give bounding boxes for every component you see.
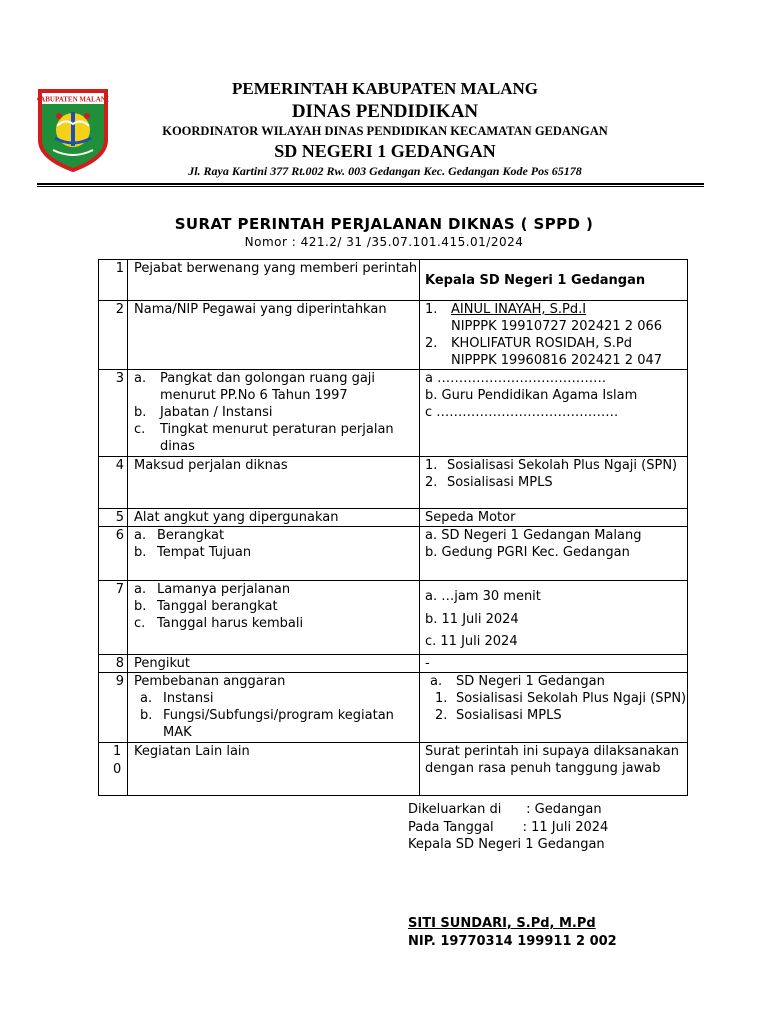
- departure-value: a. SD Negeri 1 Gedangan Malang: [425, 528, 642, 543]
- row-number: 10: [113, 743, 122, 777]
- departure-date-value: b. 11 Juli 2024: [425, 611, 519, 627]
- list-item: 2. Sosialisasi MPLS: [435, 707, 562, 723]
- list-item: c. Tingkat menurut peraturan perjalan dinas: [134, 422, 394, 454]
- table-row: [99, 654, 688, 672]
- document-number: Nomor : 421.2/ 31 /35.07.101.415.01/2024: [244, 235, 524, 249]
- duration-value: a. …jam 30 menit: [425, 589, 541, 604]
- letterhead-rule-thin: [37, 186, 704, 187]
- signer-position: Kepala SD Negeri 1 Gedangan: [408, 837, 605, 852]
- letterhead-government: PEMERINTAH KABUPATEN MALANG: [232, 79, 538, 98]
- issued-date: Pada Tanggal : 11 Juli 2024: [408, 820, 609, 835]
- row-number: 4: [99, 457, 128, 509]
- list-item: b. Jabatan / Instansi: [134, 405, 273, 420]
- letterhead-address: Jl. Raya Kartini 377 Rt.002 Rw. 003 Gedangan Kec. Gedangan Kode Pos 65178: [188, 164, 582, 178]
- list-item: 1. Sosialisasi Sekolah Plus Ngaji (SPN): [435, 690, 687, 706]
- list-item: a. SD Negeri 1 Gedangan: [430, 673, 605, 689]
- list-item: b. Tanggal berangkat: [134, 599, 278, 614]
- list-item: 2. KHOLIFATUR ROSIDAH, S.Pd NIPPPK 19960816 202421 2 047: [425, 336, 663, 368]
- list-item: 1. Sosialisasi Sekolah Plus Ngaji (SPN): [425, 458, 678, 473]
- employee-name: AINUL INAYAH, S.Pd.I: [451, 302, 587, 317]
- sppd-table: [98, 259, 688, 796]
- letterhead-coordinator: KOORDINATOR WILAYAH DINAS PENDIDIKAN KECAMATAN GEDANGAN: [162, 124, 608, 138]
- row-label: Alat angkut yang dipergunakan: [128, 509, 420, 527]
- rank-value: a …………………………………: [425, 371, 607, 386]
- destination-value: b. Gedung PGRI Kec. Gedangan: [425, 545, 630, 560]
- district-logo: [37, 88, 109, 172]
- employee-name: KHOLIFATUR ROSIDAH, S.Pd: [451, 336, 632, 351]
- table-row: [99, 370, 688, 457]
- table-row: [99, 509, 688, 527]
- row-label: Nama/NIP Pegawai yang diperintahkan: [128, 301, 420, 370]
- row-label: Kegiatan Lain lain: [128, 742, 420, 795]
- employee-nip: NIPPPK 19910727 202421 2 066: [451, 319, 663, 334]
- table-row: [99, 301, 688, 370]
- letterhead-agency: DINAS PENDIDIKAN: [291, 101, 479, 122]
- list-item: c. Tanggal harus kembali: [134, 616, 304, 631]
- authority-value: Kepala SD Negeri 1 Gedangan: [425, 272, 646, 288]
- list-item: b. Fungsi/Subfungsi/program kegiatan MAK: [140, 707, 394, 740]
- list-item: a. Instansi: [140, 690, 214, 706]
- row-number: 9: [99, 672, 128, 742]
- table-row: [99, 581, 688, 655]
- signer-nip: NIP. 19770314 199911 2 002: [408, 934, 617, 949]
- document-title: SURAT PERINTAH PERJALANAN DIKNAS ( SPPD ): [174, 215, 594, 233]
- list-item: 2. Sosialisasi MPLS: [425, 475, 553, 490]
- employee-nip: NIPPPK 19960816 202421 2 047: [451, 353, 663, 368]
- row-number: 5: [99, 509, 128, 527]
- list-item: b. Tempat Tujuan: [134, 545, 252, 560]
- row-number: 1: [99, 260, 128, 301]
- svg-text:KABUPATEN MALANG: KABUPATEN MALANG: [37, 95, 109, 104]
- row-number: 7: [99, 581, 128, 655]
- transport-value: Sepeda Motor: [420, 509, 688, 527]
- list-item: 1. AINUL INAYAH, S.Pd.I NIPPPK 19910727 202421 2 066: [425, 302, 663, 334]
- issued-place: Dikeluarkan di : Gedangan: [408, 802, 602, 817]
- table-row: [99, 527, 688, 581]
- signer-name: SITI SUNDARI, S.Pd, M.Pd: [408, 916, 596, 931]
- row-number: 6: [99, 527, 128, 581]
- list-item: a. Berangkat: [134, 528, 225, 543]
- list-item: a. Lamanya perjalanan: [134, 582, 291, 597]
- table-row: [99, 260, 688, 301]
- letterhead-school: SD NEGERI 1 GEDANGAN: [274, 141, 496, 161]
- row-label: Pengikut: [128, 654, 420, 672]
- row-number: 3: [99, 370, 128, 457]
- list-item: a. Pangkat dan golongan ruang gaji menurut PP.No 6 Tahun 1997: [134, 371, 376, 403]
- row-label: Pejabat berwenang yang memberi perintah: [128, 260, 420, 301]
- position-value: b. Guru Pendidikan Agama Islam: [425, 388, 638, 403]
- table-row: [99, 457, 688, 509]
- row-number: 8: [99, 654, 128, 672]
- letterhead-rule: [37, 183, 704, 185]
- row-number: 2: [99, 301, 128, 370]
- table-row: [99, 742, 688, 795]
- followers-value: -: [420, 654, 688, 672]
- row-label: Maksud perjalan diknas: [128, 457, 420, 509]
- level-value: c ……………………………………: [425, 405, 619, 420]
- row-label: Pembebanan anggaran: [134, 673, 286, 689]
- other-activity-value: Surat perintah ini supaya dilaksanakan dengan rasa penuh tanggung jawab: [420, 742, 688, 795]
- table-row: [99, 672, 688, 742]
- return-date-value: c. 11 Juli 2024: [425, 634, 518, 649]
